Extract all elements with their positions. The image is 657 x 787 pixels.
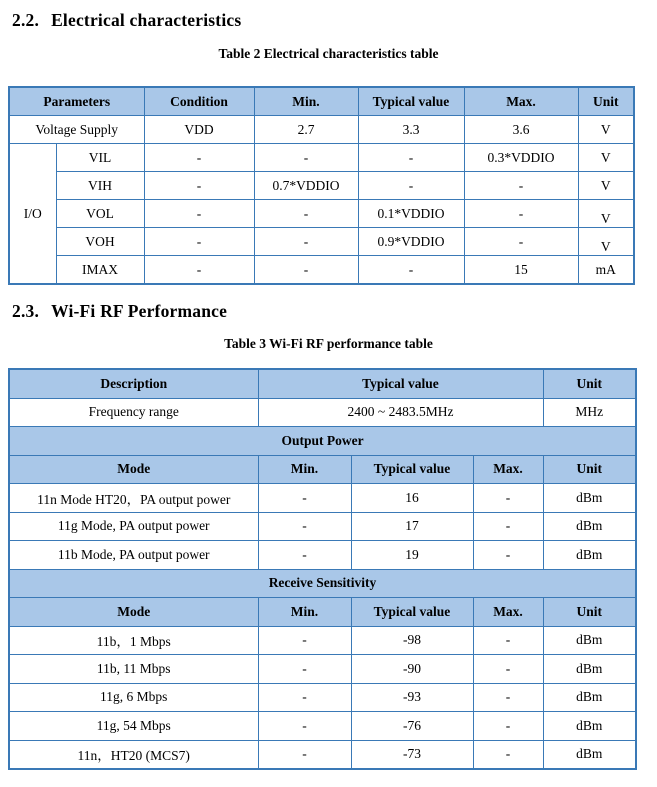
header-min: Min. — [258, 598, 351, 627]
typical-cell: -76 — [351, 712, 473, 741]
max-cell: 15 — [464, 256, 578, 285]
mode-cell: 11b Mode, PA output power — [9, 541, 258, 570]
typical-cell: 17 — [351, 512, 473, 541]
typical-cell: - — [358, 144, 464, 172]
output-power-band — [9, 427, 636, 456]
description-cell: Frequency range — [9, 398, 258, 427]
table3-caption: Table 3 Wi-Fi RF performance table — [224, 336, 433, 351]
condition-cell: - — [144, 256, 254, 285]
unit-cell: dBm — [543, 683, 636, 712]
section-heading-electrical — [0, 0, 657, 31]
header-min: Min. — [258, 455, 351, 484]
section-band-label: Output Power — [9, 427, 636, 456]
unit-cell: dBm — [543, 484, 636, 513]
unit-cell: dBm — [543, 712, 636, 741]
typical-cell: -93 — [351, 683, 473, 712]
header-condition: Condition — [144, 87, 254, 116]
mode-cell: 11n Mode HT20，PA output power — [9, 484, 258, 513]
header-description: Description — [9, 369, 258, 398]
min-cell: 0.7*VDDIO — [254, 172, 358, 200]
header-max: Max. — [473, 598, 543, 627]
min-cell: - — [258, 484, 351, 513]
max-cell: - — [464, 228, 578, 256]
min-cell: - — [258, 712, 351, 741]
max-cell: - — [464, 172, 578, 200]
max-cell: - — [473, 712, 543, 741]
unit-value: V — [600, 210, 611, 226]
table-row — [9, 256, 634, 285]
unit-cell — [578, 200, 634, 228]
max-cell: - — [473, 484, 543, 513]
wifi-rf-performance-table — [8, 368, 637, 770]
table-row — [9, 626, 636, 655]
table-row — [9, 200, 634, 228]
typical-cell: -98 — [351, 626, 473, 655]
unit-cell: dBm — [543, 626, 636, 655]
mode-cell: 11g, 54 Mbps — [9, 712, 258, 741]
table-row — [9, 541, 636, 570]
max-cell: - — [473, 655, 543, 684]
condition-cell: - — [144, 228, 254, 256]
header-unit: Unit — [543, 455, 636, 484]
table-row — [9, 398, 636, 427]
unit-cell: V — [578, 172, 634, 200]
typical-cell: - — [358, 172, 464, 200]
section-heading-rf — [0, 285, 657, 322]
mode-cell: 11g, 6 Mbps — [9, 683, 258, 712]
table2-caption: Table 2 Electrical characteristics table — [218, 46, 439, 61]
condition-cell: - — [144, 144, 254, 172]
electrical-characteristics-table — [8, 86, 635, 285]
table-row — [9, 683, 636, 712]
table3-subheader-row — [9, 598, 636, 627]
min-cell: - — [258, 655, 351, 684]
io-group-cell: I/O — [9, 144, 56, 285]
unit-cell: V — [578, 144, 634, 172]
unit-cell: dBm — [543, 740, 636, 769]
section-title: Wi-Fi RF Performance — [51, 301, 228, 321]
header-typical: Typical value — [358, 87, 464, 116]
min-cell: - — [254, 144, 358, 172]
section-band-label: Receive Sensitivity — [9, 569, 636, 598]
unit-value: V — [600, 238, 611, 254]
table-row — [9, 484, 636, 513]
typical-cell: 3.3 — [358, 116, 464, 144]
header-typical: Typical value — [351, 455, 473, 484]
unit-cell: dBm — [543, 541, 636, 570]
header-parameters: Parameters — [9, 87, 144, 116]
condition-cell: - — [144, 200, 254, 228]
condition-cell: VDD — [144, 116, 254, 144]
max-cell: - — [473, 512, 543, 541]
typical-cell: -73 — [351, 740, 473, 769]
param-cell: VIL — [56, 144, 144, 172]
typical-cell: 16 — [351, 484, 473, 513]
header-min: Min. — [254, 87, 358, 116]
max-cell: - — [464, 200, 578, 228]
header-typical: Typical value — [351, 598, 473, 627]
min-cell: - — [254, 256, 358, 285]
section-number: 2.2. — [12, 10, 40, 30]
unit-cell: mA — [578, 256, 634, 285]
unit-cell: V — [578, 116, 634, 144]
section-number: 2.3. — [12, 301, 40, 321]
header-unit: Unit — [543, 598, 636, 627]
unit-cell: MHz — [543, 398, 636, 427]
max-cell: - — [473, 541, 543, 570]
header-typical: Typical value — [258, 369, 543, 398]
header-max: Max. — [464, 87, 578, 116]
table-row — [9, 144, 634, 172]
mode-cell: 11b，1 Mbps — [9, 626, 258, 655]
param-cell: Voltage Supply — [9, 116, 144, 144]
param-cell: VIH — [56, 172, 144, 200]
typical-cell: 2400 ~ 2483.5MHz — [258, 398, 543, 427]
typical-cell: 19 — [351, 541, 473, 570]
mode-cell: 11n，HT20 (MCS7) — [9, 740, 258, 769]
min-cell: - — [258, 541, 351, 570]
section-title: Electrical characteristics — [51, 10, 242, 30]
param-cell: VOH — [56, 228, 144, 256]
header-unit: Unit — [543, 369, 636, 398]
table-row — [9, 116, 634, 144]
unit-cell — [578, 228, 634, 256]
min-cell: - — [254, 200, 358, 228]
receive-sensitivity-band — [9, 569, 636, 598]
typical-cell: 0.1*VDDIO — [358, 200, 464, 228]
table-row — [9, 172, 634, 200]
max-cell: 3.6 — [464, 116, 578, 144]
mode-cell: 11g Mode, PA output power — [9, 512, 258, 541]
param-cell: IMAX — [56, 256, 144, 285]
typical-cell: 0.9*VDDIO — [358, 228, 464, 256]
param-cell: VOL — [56, 200, 144, 228]
table-row — [9, 655, 636, 684]
header-max: Max. — [473, 455, 543, 484]
max-cell: 0.3*VDDIO — [464, 144, 578, 172]
table2-header-row — [9, 87, 634, 116]
unit-cell: dBm — [543, 512, 636, 541]
min-cell: - — [258, 740, 351, 769]
min-cell: - — [258, 683, 351, 712]
condition-cell: - — [144, 172, 254, 200]
table-row — [9, 740, 636, 769]
table-row — [9, 712, 636, 741]
typical-cell: - — [358, 256, 464, 285]
max-cell: - — [473, 740, 543, 769]
header-unit: Unit — [578, 87, 634, 116]
table-row — [9, 512, 636, 541]
table3-subheader-row — [9, 455, 636, 484]
max-cell: - — [473, 683, 543, 712]
header-mode: Mode — [9, 598, 258, 627]
typical-cell: -90 — [351, 655, 473, 684]
min-cell: - — [254, 228, 358, 256]
max-cell: - — [473, 626, 543, 655]
header-mode: Mode — [9, 455, 258, 484]
table-row — [9, 228, 634, 256]
min-cell: - — [258, 626, 351, 655]
min-cell: 2.7 — [254, 116, 358, 144]
unit-cell: dBm — [543, 655, 636, 684]
table3-header-row — [9, 369, 636, 398]
min-cell: - — [258, 512, 351, 541]
mode-cell: 11b, 11 Mbps — [9, 655, 258, 684]
